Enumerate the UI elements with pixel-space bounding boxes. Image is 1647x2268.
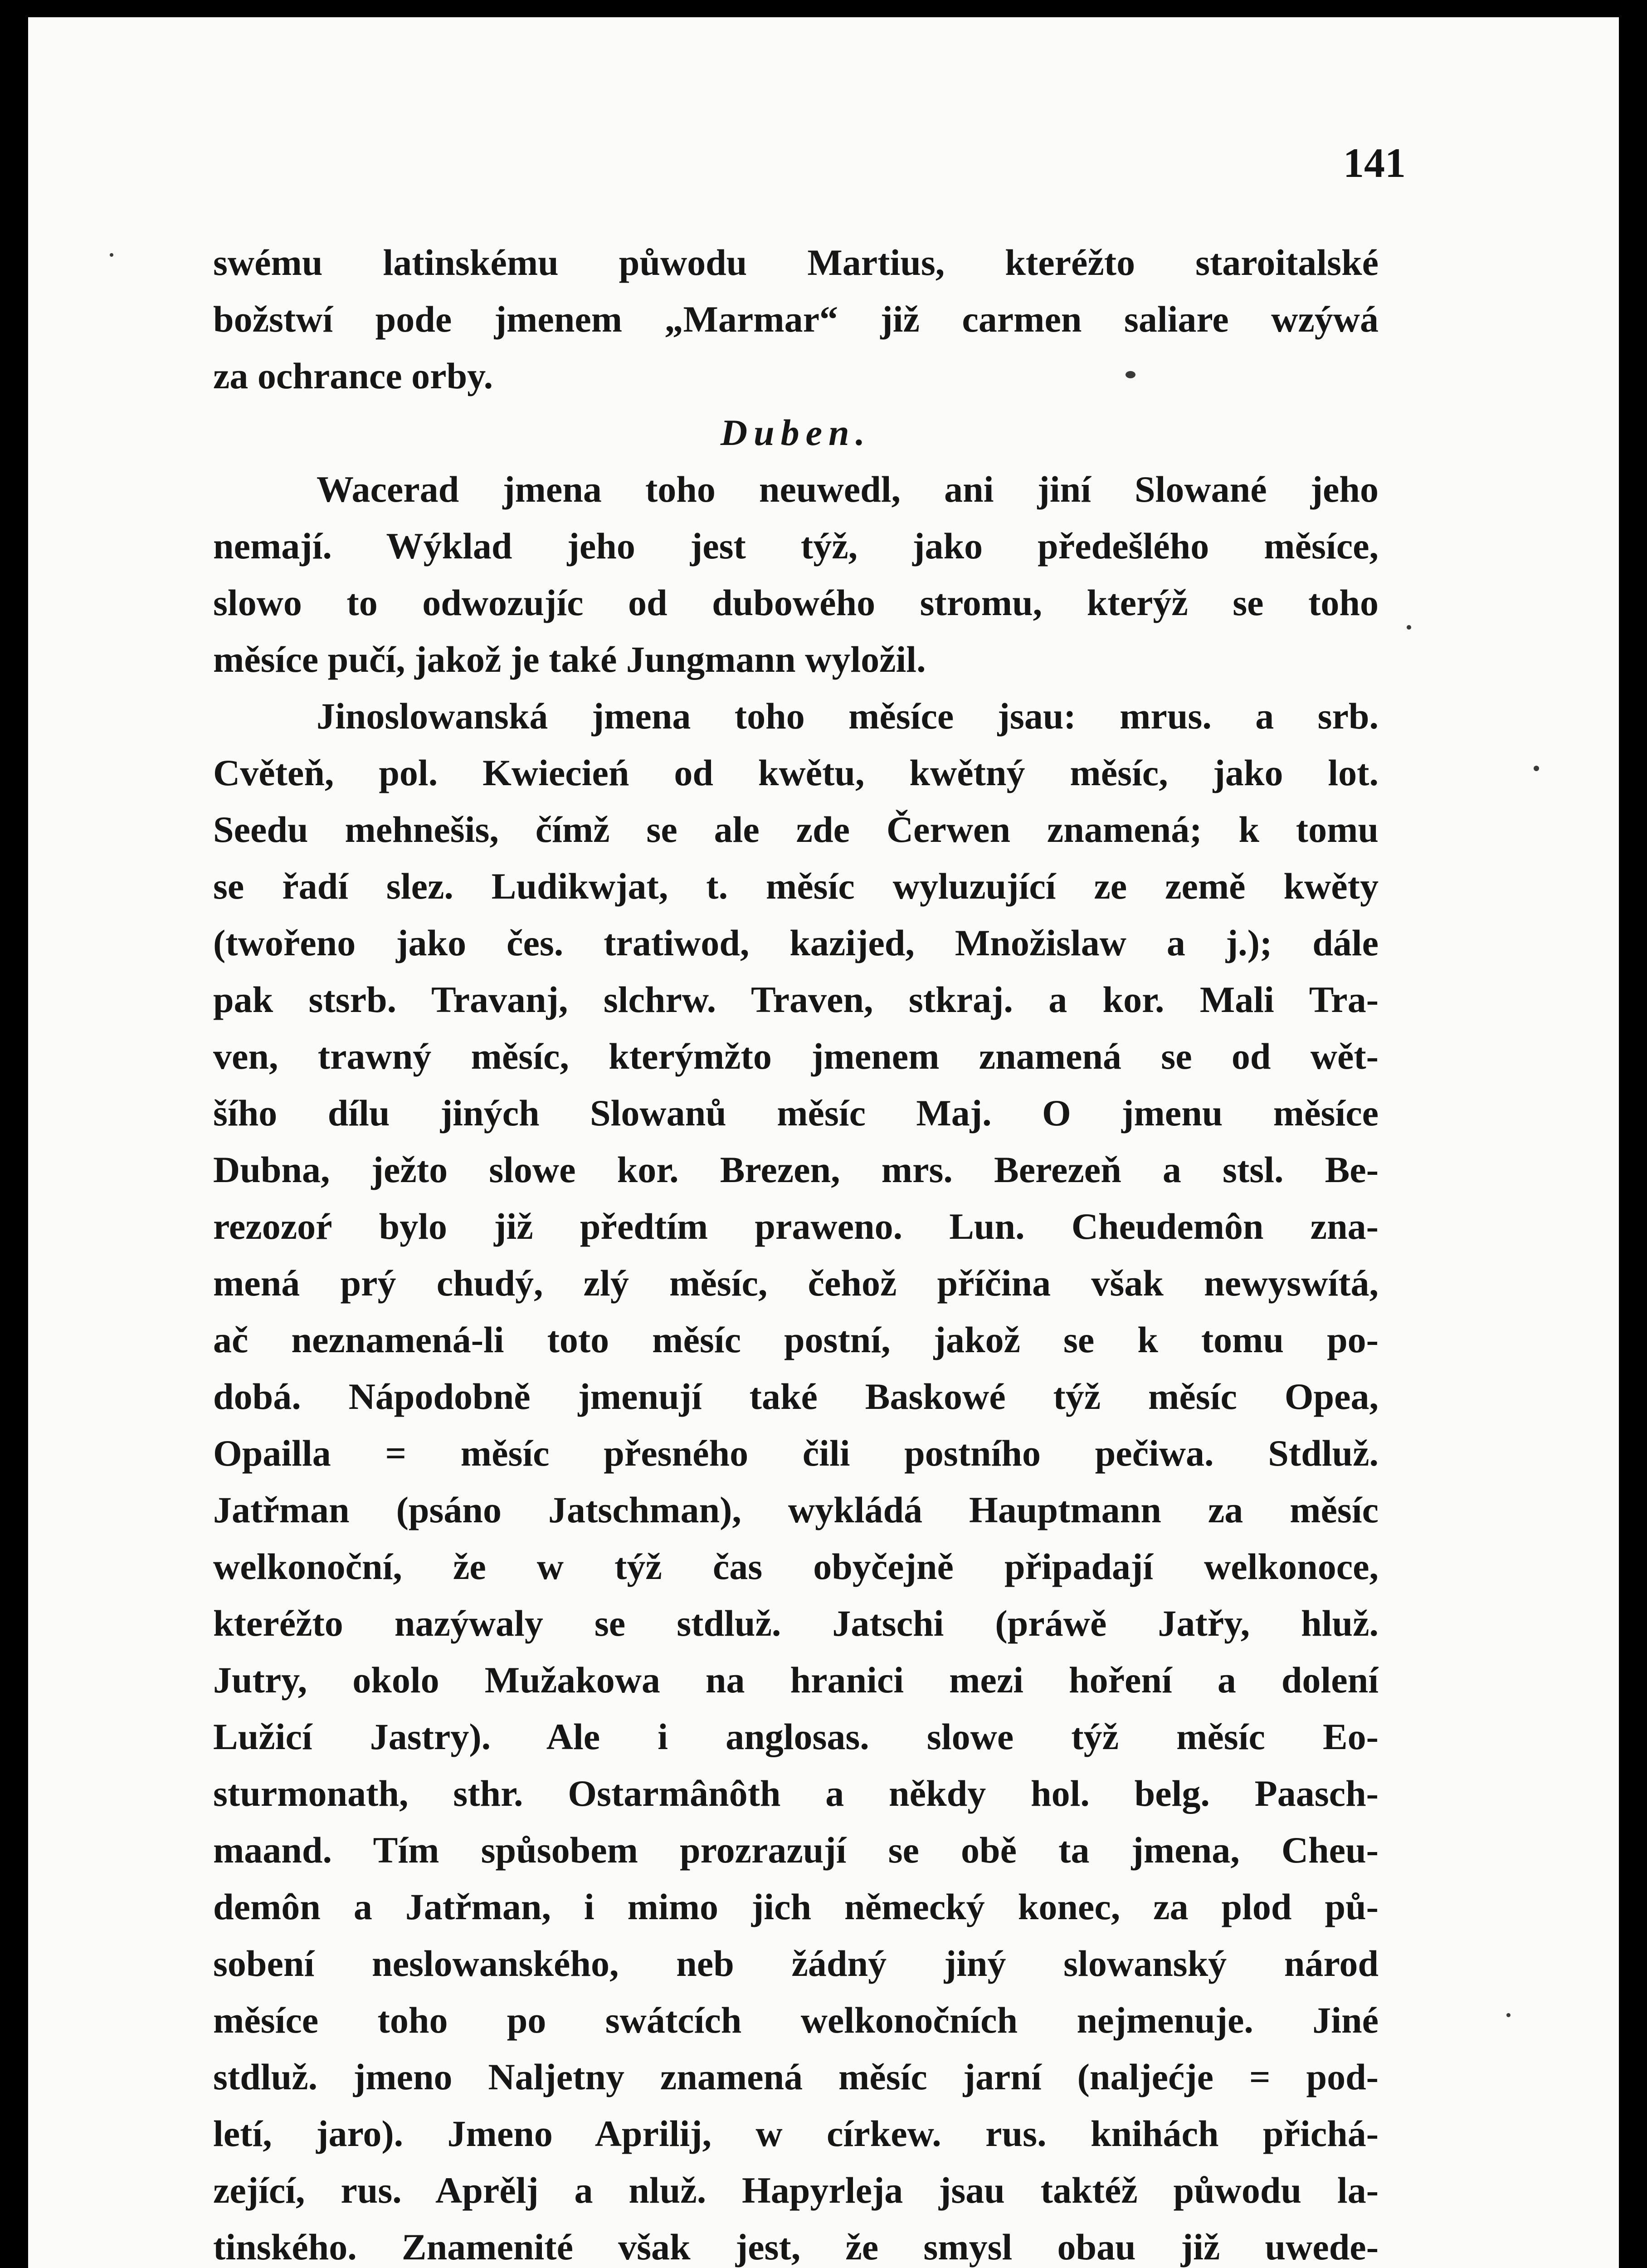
text-line: rezozoŕ bylo již předtím praweno. Lun. Cheudemôn zna- xyxy=(213,1206,1379,1247)
text-line: Jinoslowanská jmena toho měsíce jsau: mrus. a srb. xyxy=(317,695,1379,737)
text-line: welkonoční, že w týž čas obyčejně připadají welkonoce, xyxy=(213,1546,1379,1587)
text-line: Dubna, ježto slowe kor. Brezen, mrs. Berezeň a stsl. Be- xyxy=(213,1149,1379,1190)
scan-speck xyxy=(1126,371,1135,378)
text-line: slowo to odwozujíc od dubowého stromu, kterýž se toho xyxy=(213,582,1379,623)
scan-speck xyxy=(1407,625,1411,630)
text-line: měsíce toho po swátcích welkonočních nejmenuje. Jiné xyxy=(213,1999,1379,2041)
text-line: Wacerad jmena toho neuwedl, ani jiní Slowané jeho xyxy=(317,469,1379,510)
text-line: Jatřman (psáno Jatschman), wykládá Hauptmann za měsíc xyxy=(213,1489,1379,1530)
text-line: šího dílu jiných Slowanů měsíc Maj. O jmenu měsíce xyxy=(213,1092,1379,1134)
scan-speck xyxy=(1506,2013,1511,2017)
text-line: zející, rus. Aprělj a nluž. Hapyrleja jsau taktéž půwodu la- xyxy=(213,2170,1379,2211)
text-line: demôn a Jatřman, i mimo jich německý konec, za plod pů- xyxy=(213,1886,1379,1927)
text-line: ač neznamená-li toto měsíc postní, jakož se k tomu po- xyxy=(213,1319,1379,1360)
text-line: božstwí pode jmenem „Marmar“ již carmen saliare wzýwá xyxy=(213,298,1379,340)
text-line: nemají. Wýklad jeho jest týž, jako předešlého měsíce, xyxy=(213,525,1379,567)
text-line: dobá. Nápodobně jmenují také Baskowé týž měsíc Opea, xyxy=(213,1376,1379,1417)
scan-speck xyxy=(110,253,113,257)
scan-speck xyxy=(1534,766,1539,771)
text-line: maand. Tím spůsobem prozrazují se obě ta jmena, Cheu- xyxy=(213,1829,1379,1871)
text-line: ven, trawný měsíc, kterýmžto jmenem znamená se od wět- xyxy=(213,1036,1379,1077)
text-line: Jutry, okolo Mužakowa na hranici mezi hoření a dolení xyxy=(213,1659,1379,1701)
body-text xyxy=(213,234,1379,2268)
text-line: Lužicí Jastry). Ale i anglosas. slowe týž měsíc Eo- xyxy=(213,1716,1379,1757)
text-line: kteréžto nazýwaly se stdluž. Jatschi (práwě Jatřy, hluž. xyxy=(213,1603,1379,1644)
text-line: sturmonath, sthr. Ostarmânôth a někdy hol. belg. Paasch- xyxy=(213,1773,1379,1814)
text-line: Opailla = měsíc přesného čili postního pečiwa. Stdluž. xyxy=(213,1432,1379,1474)
text-line: Seedu mehnešis, čímž se ale zde Čerwen znamená; k tomu xyxy=(213,809,1379,850)
text-line: sobení neslowanského, neb žádný jiný slowanský národ xyxy=(213,1943,1379,1984)
text-line: pak stsrb. Travanj, slchrw. Traven, stkraj. a kor. Mali Tra- xyxy=(213,979,1379,1020)
text-line: Cvěteň, pol. Kwiecień od kwětu, kwětný měsíc, jako lot. xyxy=(213,752,1379,793)
text-line: mená prý chudý, zlý měsíc, čehož příčina však newyswítá, xyxy=(213,1262,1379,1304)
text-line: stdluž. jmeno Naljetny znamená měsíc jarní (naljećje = pod- xyxy=(213,2056,1379,2097)
text-line: se řadí slez. Ludikwjat, t. měsíc wyluzující ze země kwěty xyxy=(213,865,1379,907)
page-number: 141 xyxy=(1343,140,1406,186)
text-line: letí, jaro). Jmeno Aprilij, w církew. rus. knihách přichá- xyxy=(213,2113,1379,2154)
text-line: za ochrance orby. xyxy=(213,355,493,396)
text-line: swému latinskému půwodu Martius, kteréžto staroitalské xyxy=(213,242,1379,283)
text-line: tinského. Znamenité však jest, že smysl obau již uwede- xyxy=(213,2226,1379,2268)
text-line: měsíce pučí, jakož je také Jungmann wyložil. xyxy=(213,639,926,680)
text-line: (twořeno jako čes. tratiwod, kazijed, Množislaw a j.); dále xyxy=(213,922,1379,963)
section-heading: Duben. xyxy=(720,412,872,453)
book-page xyxy=(28,17,1619,2268)
